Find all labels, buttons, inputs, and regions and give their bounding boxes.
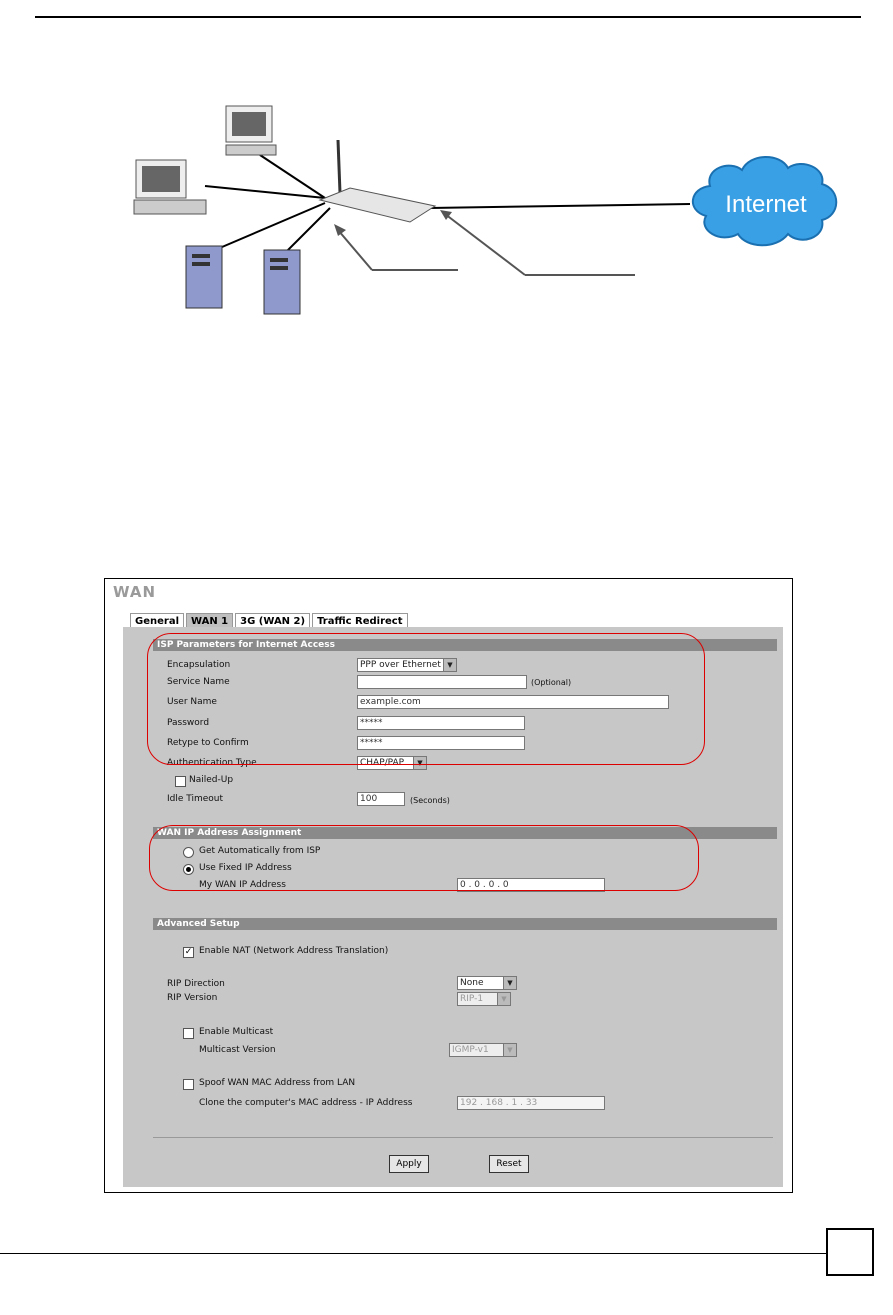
spoof-mac-checkbox[interactable] <box>183 1079 194 1090</box>
chevron-down-icon: ▼ <box>443 659 456 671</box>
chevron-down-icon: ▼ <box>503 1044 516 1056</box>
server-icon <box>186 246 222 308</box>
wan-screenshot <box>104 578 793 1193</box>
encapsulation-label: Encapsulation <box>167 660 231 670</box>
link-line <box>215 203 325 250</box>
computer-icon <box>226 106 276 155</box>
reset-button[interactable]: Reset <box>489 1155 529 1173</box>
idle-timeout-label: Idle Timeout <box>167 794 224 804</box>
page-title: WAN <box>113 583 157 601</box>
tab-traffic-redirect[interactable]: Traffic Redirect <box>312 613 407 630</box>
rip-direction-value: None <box>460 978 484 988</box>
retype-label: Retype to Confirm <box>167 738 249 748</box>
isp-section-header: ISP Parameters for Internet Access <box>153 639 777 651</box>
advanced-section-header: Advanced Setup <box>153 918 777 930</box>
multicast-checkbox[interactable] <box>183 1028 194 1039</box>
password-label: Password <box>167 718 210 728</box>
router-icon <box>320 140 435 222</box>
divider <box>153 1137 773 1138</box>
computer-icon <box>134 160 206 214</box>
user-name-label: User Name <box>167 697 217 707</box>
idle-timeout-unit: (Seconds) <box>410 796 450 805</box>
multicast-label: Enable Multicast <box>199 1027 274 1037</box>
nailed-up-label: Nailed-Up <box>189 775 234 785</box>
auto-ip-label: Get Automatically from ISP <box>199 846 321 856</box>
spoof-mac-label: Spoof WAN MAC Address from LAN <box>199 1078 356 1088</box>
wan-port-arrow <box>440 210 635 275</box>
lan-port-arrow <box>334 224 458 270</box>
clone-mac-label: Clone the computer's MAC address - IP Address <box>199 1098 413 1108</box>
nailed-up-checkbox[interactable] <box>175 776 186 787</box>
rip-version-select[interactable] <box>457 992 511 1006</box>
nat-label: Enable NAT (Network Address Translation) <box>199 946 389 956</box>
service-name-label: Service Name <box>167 677 230 687</box>
chevron-down-icon: ▼ <box>413 757 426 769</box>
footer-rule <box>0 1253 826 1254</box>
rip-version-label: RIP Version <box>167 993 218 1003</box>
tab-wan1[interactable]: WAN 1 <box>186 613 233 630</box>
my-wan-ip-input[interactable]: 0 . 0 . 0 . 0 <box>457 878 605 892</box>
auth-type-label: Authentication Type <box>167 758 257 768</box>
apply-button[interactable]: Apply <box>389 1155 429 1173</box>
link-line <box>430 204 690 208</box>
server-icon <box>264 250 300 314</box>
rip-version-value: RIP-1 <box>460 994 484 1004</box>
network-diagram-svg <box>120 98 850 328</box>
service-name-hint: (Optional) <box>531 678 572 687</box>
idle-timeout-input[interactable]: 100 <box>357 792 405 806</box>
rip-direction-select[interactable] <box>457 976 517 990</box>
ip-section-header: WAN IP Address Assignment <box>153 827 777 839</box>
multicast-version-value: IGMP-v1 <box>452 1045 489 1055</box>
encapsulation-value: PPP over Ethernet <box>360 660 441 670</box>
my-wan-ip-label: My WAN IP Address <box>199 880 286 890</box>
tab-3g-wan2[interactable]: 3G (WAN 2) <box>235 613 310 630</box>
user-name-input[interactable]: example.com <box>357 695 669 709</box>
internet-label: Internet <box>725 191 807 218</box>
nat-checkbox[interactable]: ✓ <box>184 947 193 957</box>
page-number-box <box>826 1228 874 1276</box>
internet-cloud-icon <box>693 157 836 245</box>
retype-input[interactable]: ***** <box>357 736 525 750</box>
ip-highlight-oval <box>149 825 699 891</box>
header-rule <box>35 16 861 18</box>
password-input[interactable]: ***** <box>357 716 525 730</box>
multicast-version-label: Multicast Version <box>199 1045 276 1055</box>
link-line <box>205 186 325 198</box>
tab-general[interactable]: General <box>130 613 184 630</box>
multicast-version-select[interactable] <box>449 1043 517 1057</box>
isp-highlight-oval <box>147 633 705 765</box>
rip-direction-label: RIP Direction <box>167 979 225 989</box>
chevron-down-icon: ▼ <box>503 977 516 989</box>
network-diagram <box>120 98 850 328</box>
clone-mac-ip-input[interactable]: 192 . 168 . 1 . 33 <box>457 1096 605 1110</box>
auth-type-value: CHAP/PAP <box>360 758 405 768</box>
fixed-ip-label: Use Fixed IP Address <box>199 863 292 873</box>
chevron-down-icon: ▼ <box>497 993 510 1005</box>
